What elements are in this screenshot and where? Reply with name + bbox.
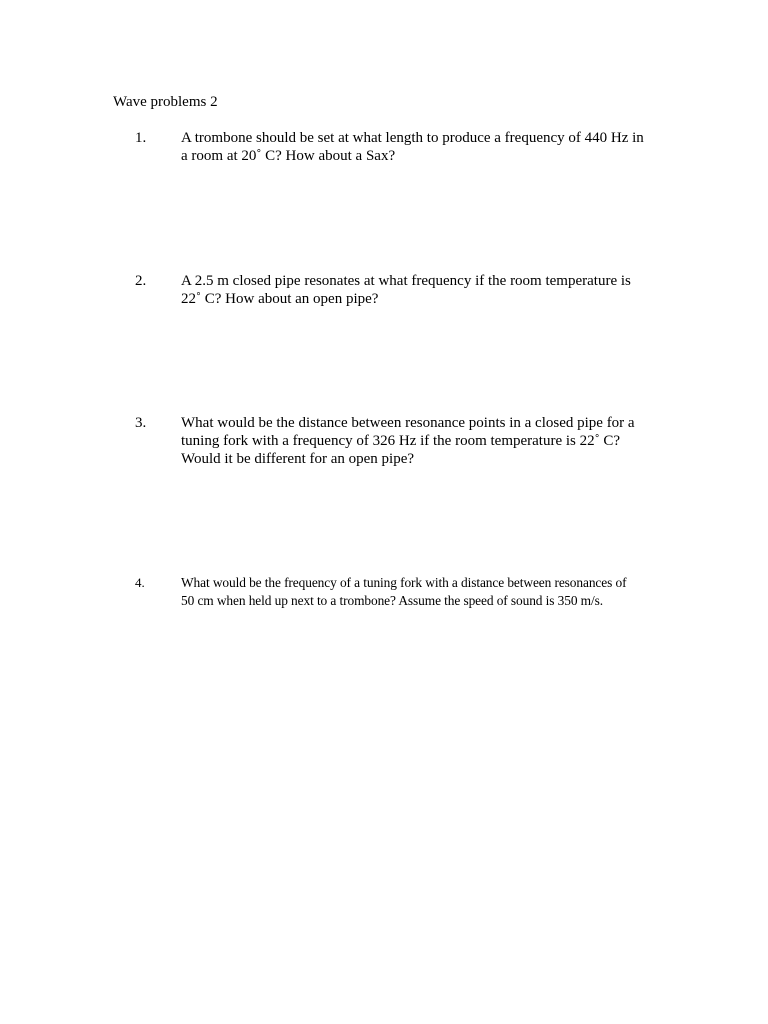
- problem-number: 1.: [135, 130, 147, 146]
- problem-text-line: A 2.5 m closed pipe resonates at what frequency if the room temperature is: [181, 273, 631, 289]
- problem-number: 4.: [135, 575, 145, 590]
- problem-text-line: What would be the distance between resonance points in a closed pipe for a: [181, 415, 635, 431]
- problem-number: 2.: [135, 273, 147, 289]
- problem-text-line: What would be the frequency of a tuning fork with a distance between resonances of: [181, 575, 627, 590]
- problem-text: [181, 414, 659, 468]
- problem-text: [181, 272, 659, 308]
- problem-text-line: 50 cm when held up next to a trombone? Assume the speed of sound is 350 m/s.: [181, 593, 603, 608]
- problem-number: 3.: [135, 415, 147, 431]
- problem-text: [181, 574, 659, 610]
- problem-text: [181, 129, 659, 165]
- problem-text-line: 22˚ C? How about an open pipe?: [181, 291, 379, 307]
- problem-text-line: Would it be different for an open pipe?: [181, 451, 415, 467]
- problem-text-line: A trombone should be set at what length to produce a frequency of 440 Hz in: [181, 130, 644, 146]
- problem-text-line: a room at 20˚ C? How about a Sax?: [181, 148, 396, 164]
- problem-text-line: tuning fork with a frequency of 326 Hz if the room temperature is 22˚ C?: [181, 433, 621, 449]
- page-title: Wave problems 2: [113, 94, 218, 110]
